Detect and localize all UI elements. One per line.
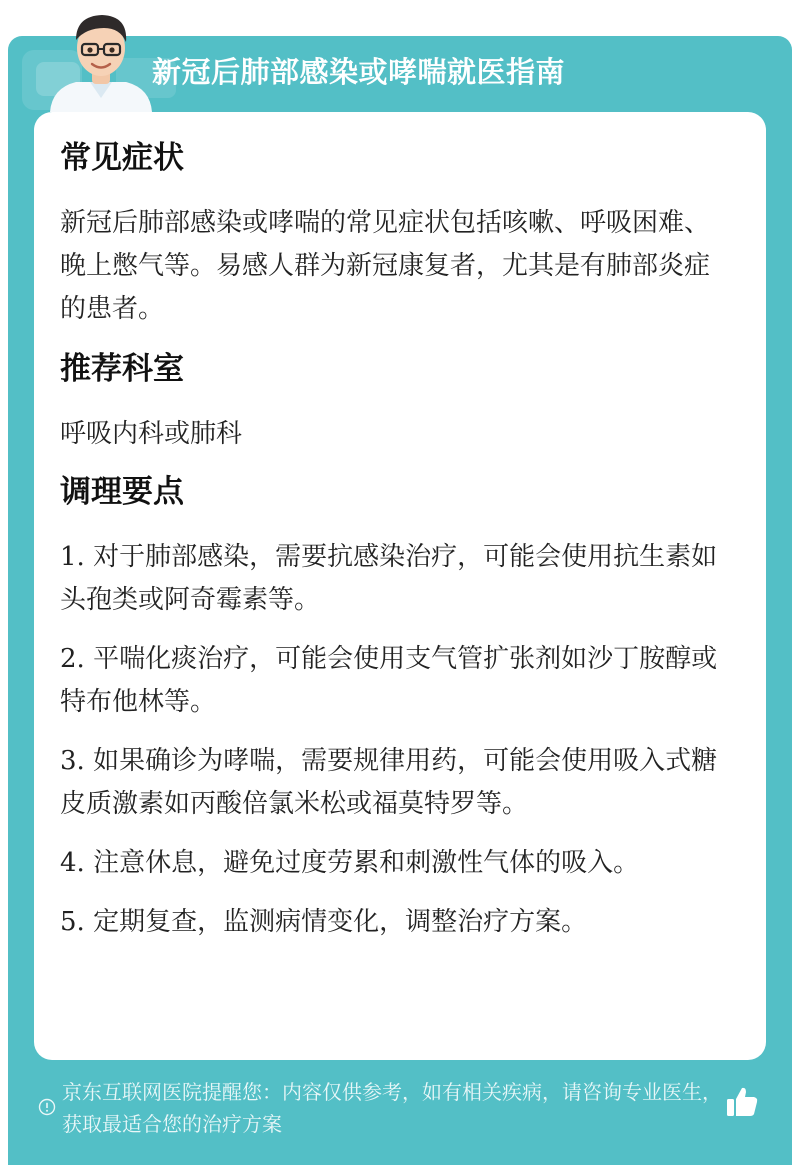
care-item-number: 4. xyxy=(60,848,85,878)
thumbs-up-icon[interactable] xyxy=(724,1084,760,1120)
care-item-text: 如果确诊为哮喘，需要规律用药，可能会使用吸入式糖皮质激素如丙酸倍氯米松或福莫特罗等。 xyxy=(60,746,718,819)
section-heading-department: 推荐科室 xyxy=(60,351,184,387)
content-card xyxy=(34,112,766,1060)
care-item xyxy=(60,638,730,724)
symptoms-text: 新冠后肺部感染或哮喘的常见症状包括咳嗽、呼吸困难、晚上憋气等。易感人群为新冠康复者，尤其是有肺部炎症的患者。 xyxy=(60,208,711,324)
care-item xyxy=(60,901,730,944)
care-item-text: 对于肺部感染，需要抗感染治疗，可能会使用抗生素如头孢类或阿奇霉素等。 xyxy=(60,542,718,615)
care-item-text: 注意休息，避免过度劳累和刺激性气体的吸入。 xyxy=(93,848,640,878)
disclaimer-text: 京东互联网医院提醒您：内容仅供参考，如有相关疾病，请咨询专业医生，获取最适合您的治疗方案 xyxy=(62,1080,722,1136)
page-title: 新冠后肺部感染或哮喘就医指南 xyxy=(152,55,566,89)
care-item-number: 5. xyxy=(60,907,85,937)
section-heading-care: 调理要点 xyxy=(60,474,184,510)
care-item-text: 平喘化痰治疗，可能会使用支气管扩张剂如沙丁胺醇或特布他林等。 xyxy=(60,644,718,717)
content-body xyxy=(60,136,730,944)
care-item xyxy=(60,842,730,885)
department-text: 呼吸内科或肺科 xyxy=(60,419,243,449)
care-item xyxy=(60,740,730,826)
care-item-number: 2. xyxy=(60,644,85,674)
care-item-number: 3. xyxy=(60,746,85,776)
care-item xyxy=(60,536,730,622)
care-item-number: 1. xyxy=(60,542,85,572)
care-item-text: 定期复查，监测病情变化，调整治疗方案。 xyxy=(93,907,588,937)
section-heading-symptoms: 常见症状 xyxy=(60,140,184,176)
doctor-avatar-icon xyxy=(46,6,156,112)
info-icon xyxy=(38,1098,56,1116)
